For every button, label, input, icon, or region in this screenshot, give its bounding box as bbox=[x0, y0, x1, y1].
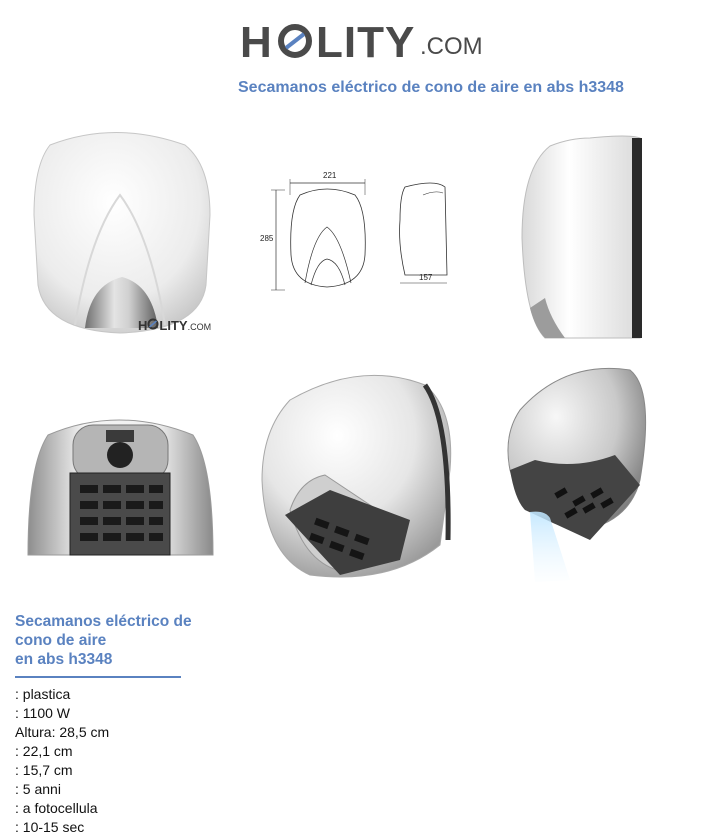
spec-width: : 22,1 cm bbox=[15, 743, 73, 759]
heading-underline bbox=[15, 676, 181, 678]
logo-letters-lity: LITY bbox=[316, 18, 416, 67]
technical-drawing bbox=[255, 165, 465, 295]
spec-list bbox=[15, 685, 109, 837]
product-photo-front bbox=[20, 125, 230, 345]
page-title: Secamanos eléctrico de cono de aire en abs h3348 bbox=[238, 79, 624, 96]
product-heading-line-2: cono de aire bbox=[15, 632, 107, 649]
watermark-o-icon bbox=[147, 318, 159, 330]
holity-logo bbox=[240, 18, 490, 68]
product-heading-line-1: Secamanos eléctrico de bbox=[15, 613, 192, 630]
product-photo-side bbox=[490, 128, 690, 348]
spec-warranty: : 5 anni bbox=[15, 781, 61, 797]
spec-power: : 1100 W bbox=[15, 705, 70, 721]
spec-material: : plastica bbox=[15, 686, 71, 702]
depth-dimension-label: 157 bbox=[419, 273, 433, 282]
height-dimension-label: 285 bbox=[260, 234, 274, 243]
product-photo-angled bbox=[250, 360, 470, 590]
logo-dot-com: .COM bbox=[420, 33, 483, 60]
photo-watermark: H LITY.COM bbox=[138, 318, 212, 333]
logo-o-icon bbox=[278, 24, 312, 58]
product-heading bbox=[15, 612, 215, 669]
product-photo-underside bbox=[18, 405, 223, 565]
logo-letter-h: H bbox=[240, 18, 273, 67]
width-dimension-label: 221 bbox=[323, 171, 337, 180]
product-photo-airflow bbox=[495, 360, 700, 590]
spec-drying-time: : 10-15 sec bbox=[15, 819, 85, 835]
product-heading-line-3: en abs h3348 bbox=[15, 651, 113, 668]
spec-activation: : a fotocellula bbox=[15, 800, 98, 816]
spec-height: Altura: 28,5 cm bbox=[15, 724, 110, 740]
spec-depth: : 15,7 cm bbox=[15, 762, 73, 778]
